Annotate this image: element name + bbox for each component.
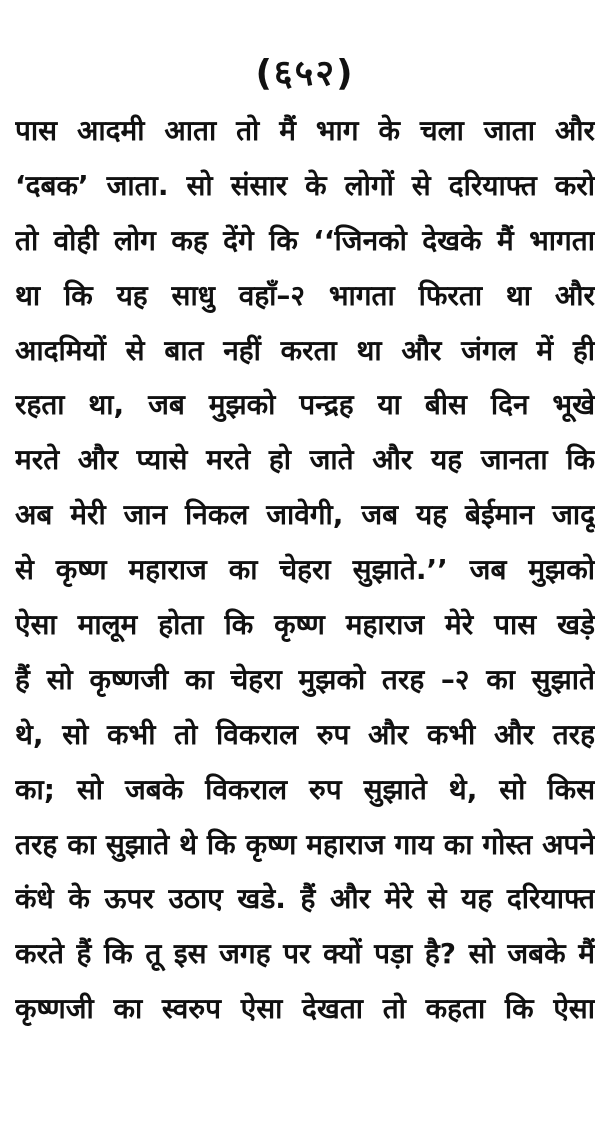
text-line: हैं सो कृष्णजी का चेहरा मुझको तरह –२ का सुझाते xyxy=(15,662,595,696)
body-text xyxy=(15,104,595,1037)
text-line: पास आदमी आता तो मैं भाग के चला जाता और xyxy=(15,114,595,147)
text-line: करते हैं कि तू इस जगह पर क्यों पड़ा है? सो जबके मैं xyxy=(15,937,595,971)
text-line: थे, सो कभी तो विकराल रुप और कभी और तरह xyxy=(15,717,595,751)
text-line: से कृष्ण महाराज का चेहरा सुझाते.’’ जब मुझको xyxy=(15,553,595,587)
text-line: का; सो जबके विकराल रुप सुझाते थे, सो किस xyxy=(15,772,595,806)
text-line: कृष्णजी का स्वरुप ऐसा देखता तो कहता कि ऐसा xyxy=(15,992,595,1026)
text-line: ऐसा मालूम होता कि कृष्ण महाराज मेरे पास खड़े xyxy=(15,608,595,642)
text-line: था कि यह साधु वहाँ–२ भागता फिरता था और xyxy=(15,278,595,312)
text-line: रहता था, जब मुझको पन्द्रह या बीस दिन भूखे xyxy=(15,388,595,422)
text-line: ‘दबक’ जाता. सो संसार के लोगों से दरियाफ्त करो xyxy=(15,168,595,202)
text-line: तो वोही लोग कह देंगे कि ‘‘जिनको देखके मैं भागता xyxy=(15,223,595,257)
text-line: आदमियों से बात नहीं करता था और जंगल में ही xyxy=(15,333,595,367)
text-line: तरह का सुझाते थे कि कृष्ण महाराज गाय का गोस्त अपने xyxy=(15,827,595,861)
text-line: अब मेरी जान निकल जावेगी, जब यह बेईमान जादू xyxy=(15,498,595,532)
text-line: मरते और प्यासे मरते हो जाते और यह जानता कि xyxy=(15,443,595,477)
text-line: कंधे के ऊपर उठाए खडे. हैं और मेरे से यह दरियाफ्त xyxy=(15,882,595,916)
page-number: (६५२) xyxy=(255,53,355,94)
